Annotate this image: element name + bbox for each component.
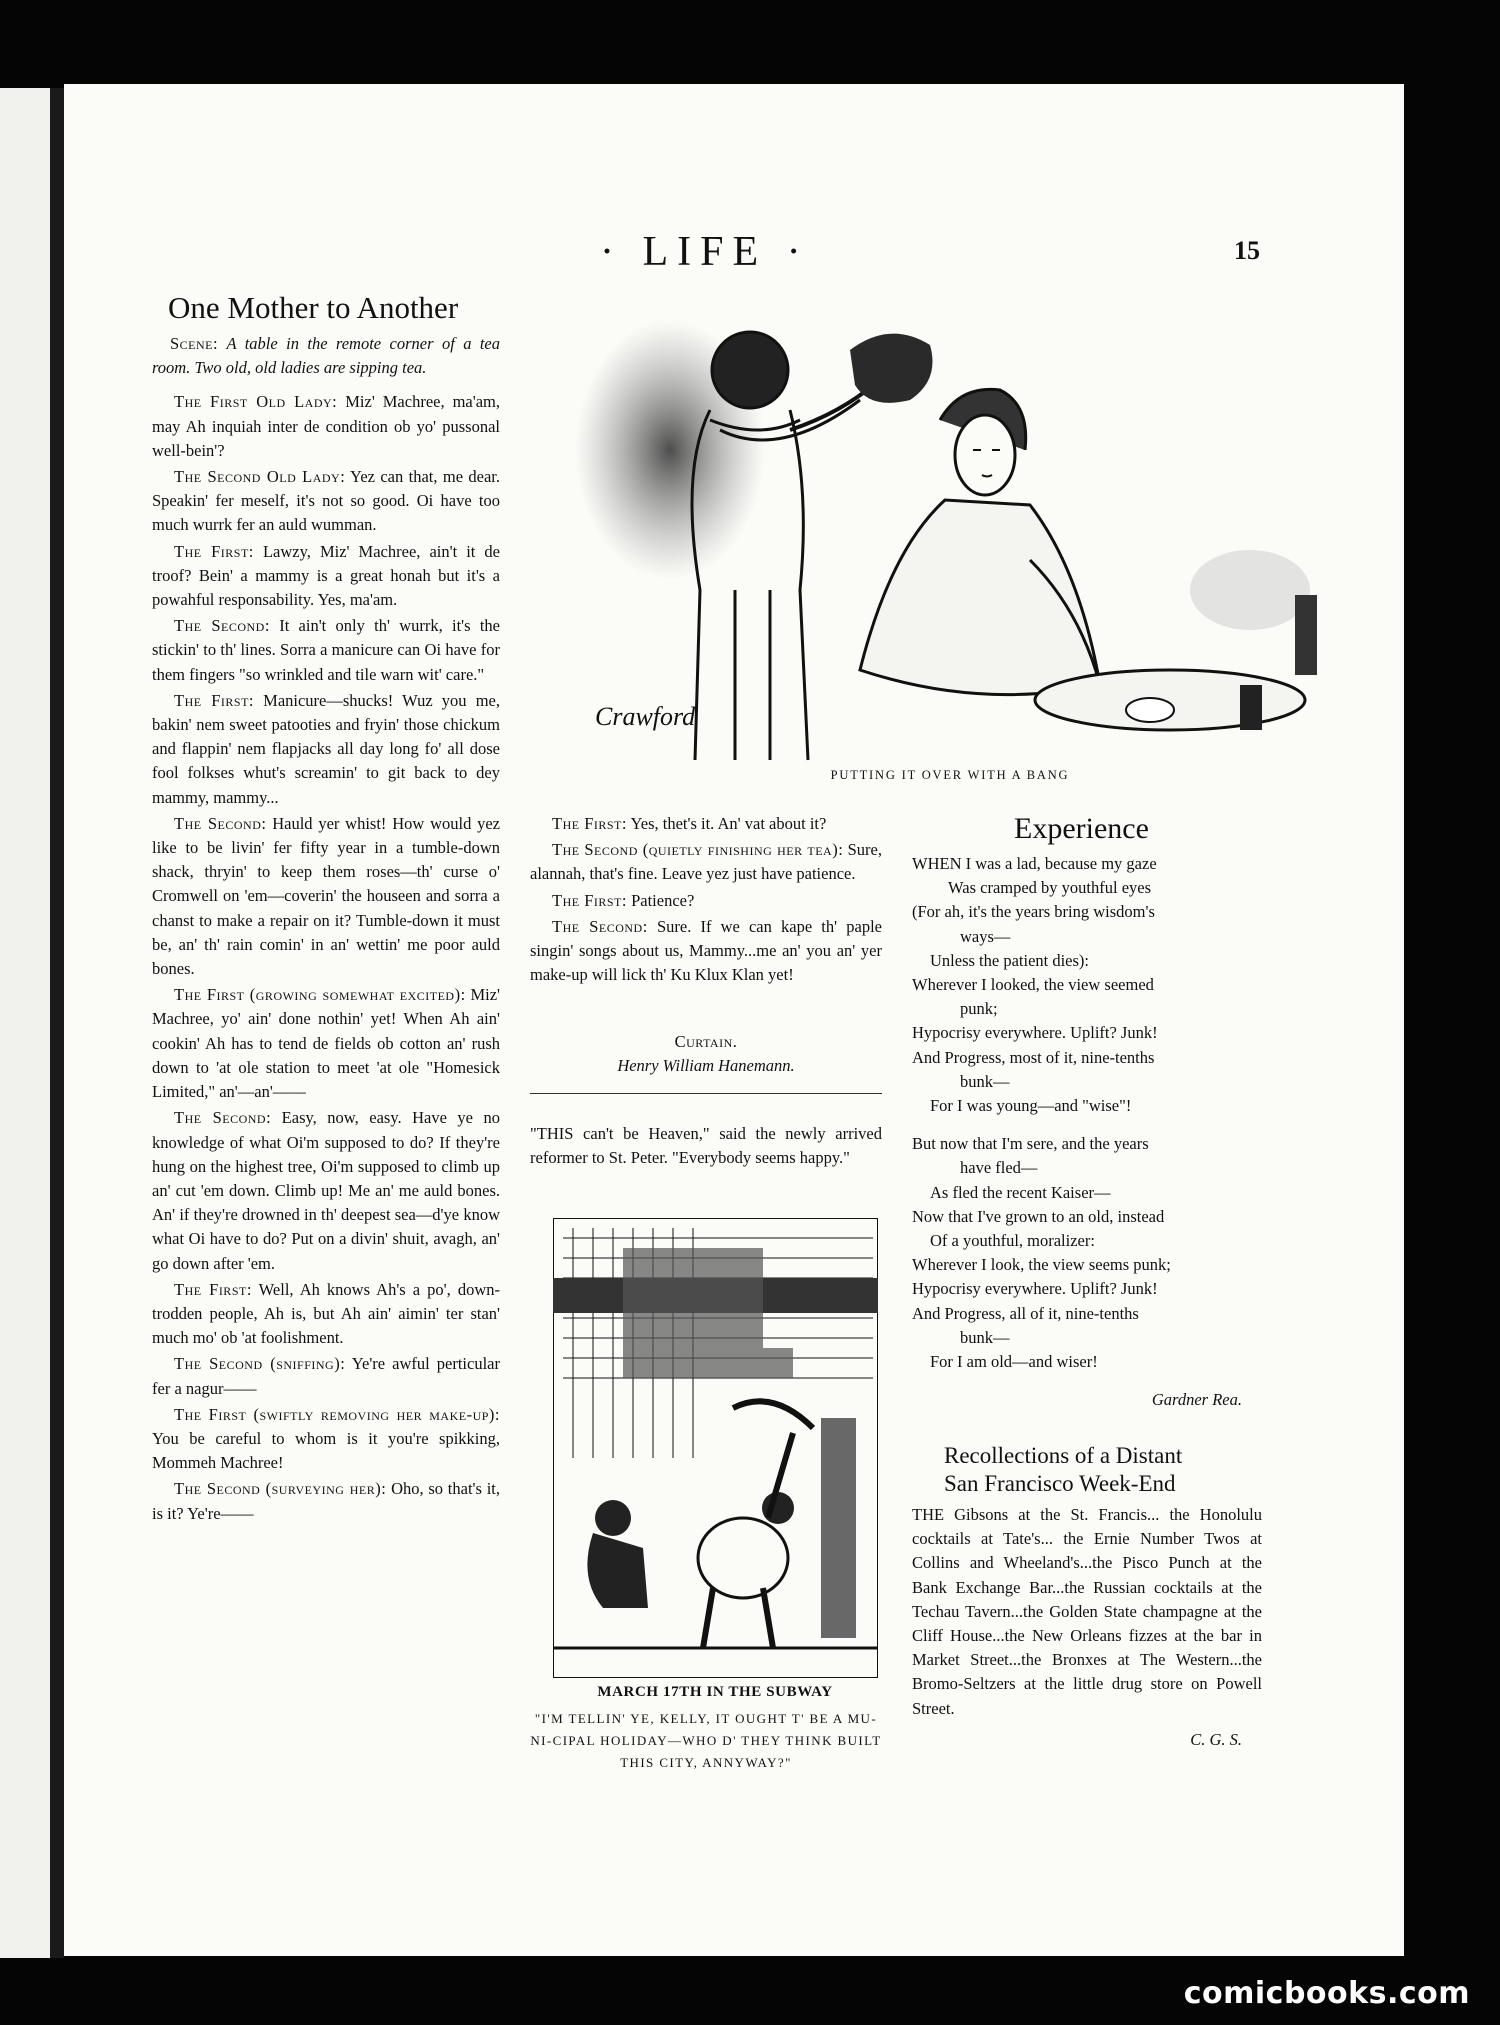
poem-line: Now that I've grown to an old, instead bbox=[912, 1206, 1165, 1226]
speaker-label: The Second (quietly finishing her tea): bbox=[552, 840, 844, 860]
speaker-label: The Second Old Lady: bbox=[174, 467, 346, 487]
speaker-label: The First (growing somewhat excited): bbox=[174, 985, 466, 1005]
speaker-label: The First: bbox=[552, 890, 627, 910]
dialogue-text: Lawzy, Miz' Machree, ain't it de troof? Bein' a mammy is a great honah but it's a powahful responsability. Yes, ma'am. bbox=[152, 541, 501, 610]
recollections-title-2: San Francisco Week-End bbox=[944, 1471, 1176, 1496]
dialogue-text: Miz' Machree, ma'am, may Ah inquiah inter de condition ob yo' pussonal well-bein'? bbox=[152, 392, 500, 460]
speaker-label: The Second: bbox=[174, 813, 267, 833]
middle-author: Henry William Hanemann. bbox=[617, 1056, 795, 1075]
recollections-title-1: Recollections of a Distant bbox=[944, 1443, 1183, 1468]
watermark: comicbooks.com bbox=[1183, 1976, 1470, 2011]
dialogue-text: Easy, now, easy. Have ye no knowledge of what Oi'm supposed to do? If they're hung on the highest tree, Oi'm supposed to climb up an' cut 'em down. Climb up! Me an' me auld bones. An' if they're drowned in th' deepest sea—d'ye know what Oi have to do? Put on a divin' shuit, avagh, an' go down after 'em. bbox=[152, 1108, 500, 1273]
speaker-label: The Second (sniffing): bbox=[174, 1354, 346, 1374]
bottle bbox=[1295, 595, 1317, 675]
poem-line bbox=[912, 1118, 1262, 1132]
poem-line: bunk— bbox=[960, 1071, 1010, 1091]
poem-line: Hypocrisy everywhere. Uplift? Junk! bbox=[912, 1023, 1158, 1043]
speaker-label: The First: bbox=[174, 690, 254, 710]
poem-experience bbox=[912, 852, 1262, 1374]
dialogue-text: Patience? bbox=[626, 890, 695, 910]
speaker-label: The Second: bbox=[174, 616, 270, 636]
dialogue-paragraph bbox=[152, 689, 500, 810]
dialogue-paragraph bbox=[530, 812, 882, 836]
heaven-joke: "THIS can't be Heaven," said the newly arrived reformer to St. Peter. "Everybody seems happy." bbox=[530, 1124, 882, 1168]
dialogue-paragraph bbox=[152, 812, 500, 981]
pillar bbox=[821, 1418, 856, 1638]
scene-label: Scene: bbox=[170, 334, 219, 353]
artist-signature: Crawford bbox=[595, 702, 696, 731]
poem-line: WHEN I was a lad, because my gaze bbox=[912, 854, 1157, 873]
subway-cartoon-caption: "I'M TELLIN' YE, KELLY, IT OUGHT T' BE A MU-NI-CIPAL HOLIDAY—WHO D' THEY THINK BUILT THIS CITY, ANNYWAY?" bbox=[530, 1711, 882, 1770]
small-bottle bbox=[1240, 685, 1262, 730]
subway-cartoon bbox=[553, 1218, 878, 1678]
speaker-label: The Second: bbox=[174, 1108, 272, 1128]
dialogue-text: Well, Ah knows Ah's a po', down-trodden people, Ah is, but Ah ain' aimin' ter stan' much mo' ob 'at foolishment. bbox=[152, 1279, 500, 1348]
speaker-label: The First (swiftly removing her make-up): bbox=[174, 1404, 500, 1424]
speaker-label: The Second (surveying her): bbox=[174, 1479, 387, 1499]
dialogue-text: Sure, alannah, that's fine. Leave yez just have patience. bbox=[530, 840, 882, 884]
woman-figure bbox=[860, 389, 1100, 694]
poem-line: have fled— bbox=[960, 1158, 1038, 1178]
dialogue-text: Ye're awful perticular fer a nagur—— bbox=[152, 1354, 500, 1398]
poem-line: Of a youthful, moralizer: bbox=[930, 1231, 1095, 1251]
poem-line: Wherever I look, the view seems punk; bbox=[912, 1255, 1171, 1275]
gutter-shadow bbox=[50, 88, 64, 1958]
dialogue-text: You be careful to whom is it you're spikking, Mommeh Machree! bbox=[152, 1428, 500, 1473]
poem-author: Gardner Rea. bbox=[1151, 1390, 1242, 1409]
poem-line: Was cramped by youthful eyes bbox=[948, 878, 1152, 898]
poem-line: punk; bbox=[960, 999, 998, 1019]
poem-line: And Progress, all of it, nine-tenths bbox=[912, 1303, 1139, 1323]
speaker-label: The First: bbox=[174, 541, 254, 561]
dialogue-text: Miz' Machree, yo' ain' done nothin' yet! When Ah ain' cookin' Ah has to tend de fields ob cotton an' rush down to 'at ole station to meet 'at ole "Homesick Limited," an'—an'—— bbox=[152, 985, 500, 1102]
curtain-line: Curtain. bbox=[674, 1032, 738, 1051]
page-number: 15 bbox=[1234, 236, 1260, 265]
poem-line: And Progress, most of it, nine-tenths bbox=[912, 1047, 1155, 1067]
dialogue-paragraph bbox=[152, 465, 500, 538]
dialogue-text: Oho, so that's it, is it? Ye're—— bbox=[152, 1479, 500, 1523]
dialogue-paragraph bbox=[152, 390, 500, 463]
left-column bbox=[152, 332, 500, 1528]
scene-direction bbox=[152, 332, 500, 380]
facing-page-edge bbox=[0, 88, 50, 1958]
dialogue-text: It ain't only th' wurrk, it's the stickin' to th' lines. Sorra a manicure can Oi have for them fingers "so wrinkled and tile warn wit' care." bbox=[152, 616, 500, 684]
masthead: · LIFE · bbox=[600, 229, 810, 275]
dialogue-paragraph bbox=[152, 1403, 500, 1476]
subway-cartoon-title: MARCH 17TH IN THE SUBWAY bbox=[597, 1684, 833, 1700]
wig-bangs bbox=[850, 334, 933, 403]
poem-line: For I was young—and "wise"! bbox=[930, 1096, 1132, 1116]
dialogue-paragraph bbox=[530, 838, 882, 886]
dialogue-paragraph bbox=[530, 889, 882, 913]
dialogue-paragraph bbox=[152, 1106, 500, 1275]
poem-line: Hypocrisy everywhere. Uplift? Junk! bbox=[912, 1279, 1158, 1299]
barber-cartoon bbox=[560, 290, 1340, 765]
dialogue-paragraph bbox=[530, 915, 882, 988]
poem-line: For I am old—and wiser! bbox=[930, 1352, 1098, 1372]
dialogue-text: Yez can that, me dear. Speakin' fer meself, it's not so good. Oi have too much wurrk fer an auld wumman. bbox=[152, 467, 500, 535]
dialogue-paragraph bbox=[152, 1477, 500, 1525]
article-title: One Mother to Another bbox=[168, 290, 459, 325]
scene-text: A table in the remote corner of a tea room. Two old, old ladies are sipping tea. bbox=[152, 334, 501, 378]
speaker-label: The Second: bbox=[552, 916, 648, 936]
recollections-author: C. G. S. bbox=[1190, 1730, 1242, 1749]
poem-line: (For ah, it's the years bring wisdom's bbox=[912, 902, 1155, 922]
middle-column bbox=[530, 812, 882, 989]
recollections-text: THE Gibsons at the St. Francis... the Honolulu cocktails at Tate's... the Ernie Number Twos at Collins and Wheeland's...the Pisco Punch at the Bank Exchange Bar...the Russian cocktails at the Techau Tavern...the Golden State champagne at the Cliff House...the New Orleans fizzes at the bar in Market Street...the Bronxes at The Western...the Bromo-Seltzers at the little drug store on Powell Street. bbox=[912, 1505, 1262, 1718]
dialogue-paragraph bbox=[152, 1278, 500, 1351]
top-cartoon-caption: PUTTING IT OVER WITH A BANG bbox=[830, 768, 1070, 782]
dialogue-text: Yes, thet's it. An' vat about it? bbox=[626, 814, 827, 833]
dialogue-text: Manicure—shucks! Wuz you me, bakin' nem sweet patooties and fryin' those chickum and flappin' nem flapjacks all day long fo' all dose fool folkses whut's screamin' to git back to dey mammy, mammy... bbox=[152, 690, 500, 807]
speaker-label: The First: bbox=[552, 814, 627, 833]
poem-line: Wherever I looked, the view seemed bbox=[912, 975, 1154, 995]
speaker-label: The First: bbox=[174, 1279, 252, 1299]
poem-line: bunk— bbox=[960, 1327, 1010, 1347]
dialogue-paragraph bbox=[152, 1352, 500, 1400]
dialogue-paragraph bbox=[152, 983, 500, 1104]
poem-title: Experience bbox=[1014, 812, 1149, 845]
divider bbox=[530, 1093, 882, 1094]
dressing-table bbox=[1035, 670, 1305, 730]
poem-line: But now that I'm sere, and the years bbox=[912, 1134, 1149, 1154]
poem-line: Unless the patient dies): bbox=[930, 950, 1090, 970]
poem-line: As fled the recent Kaiser— bbox=[930, 1182, 1111, 1202]
dialogue-paragraph bbox=[152, 540, 500, 613]
dialogue-text: Hauld yer whist! How would yez like to be livin' fer fifty year in a tumble-down shack, thryin' to keep them roses—th' curse o' Cromwell on 'em—coverin' the houseen and sorra a chanst to make a repair on it? Tumble-down it must be, an' th' rain comin' in an' wettin' me poor auld bones. bbox=[152, 813, 500, 979]
dialogue-text: Sure. If we can kape th' paple singin' songs about us, Mammy...me an' you an' yer make-up will lick th' Ku Klux Klan yet! bbox=[530, 916, 882, 985]
poem-line: ways— bbox=[960, 926, 1011, 946]
speaker-label: The First Old Lady: bbox=[174, 392, 338, 412]
dialogue-paragraph bbox=[152, 614, 500, 687]
